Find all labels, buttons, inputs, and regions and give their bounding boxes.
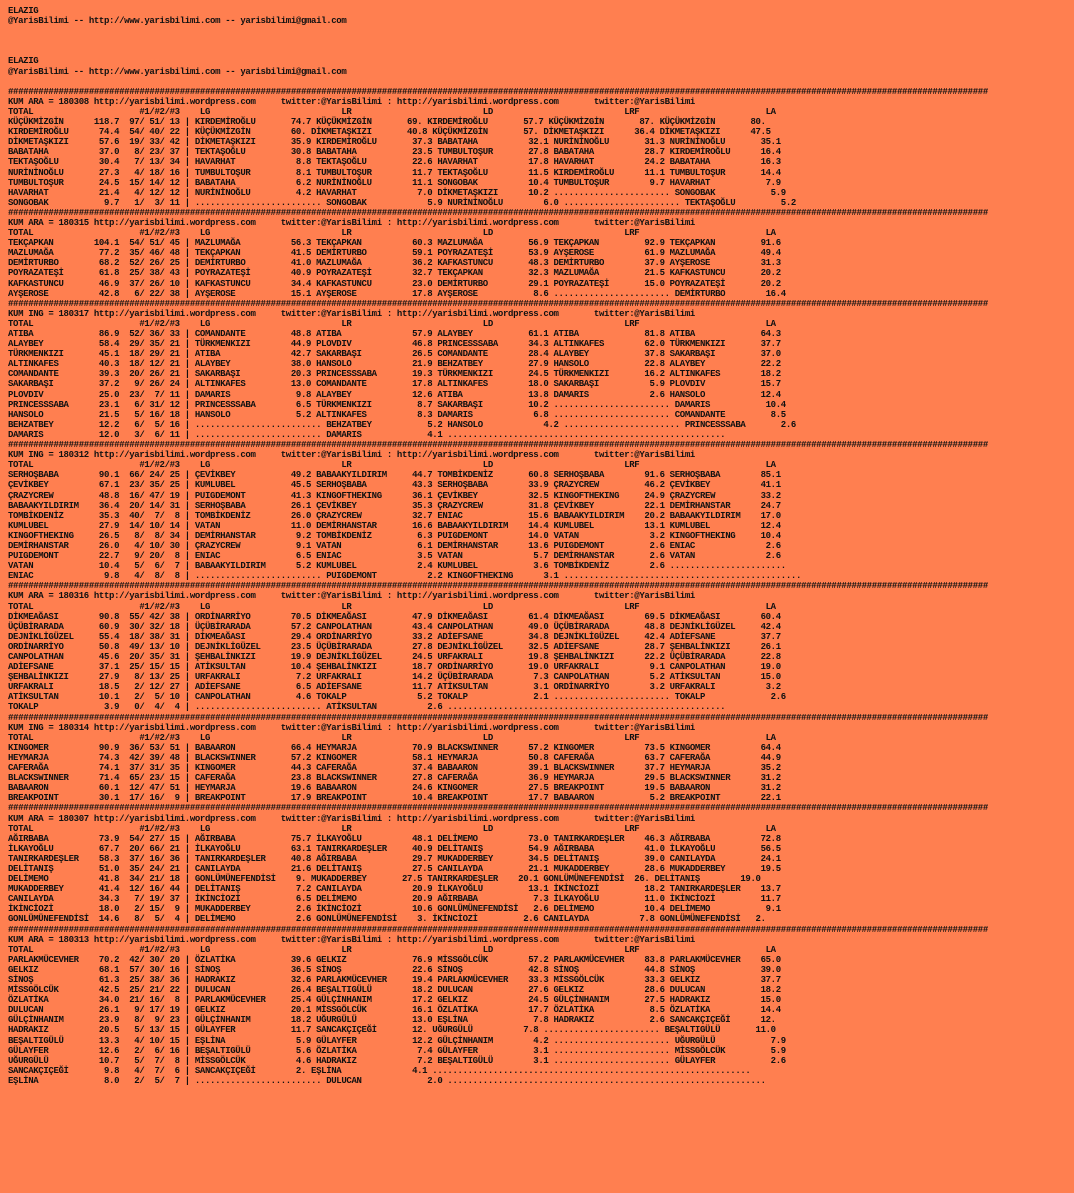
table-row: ŞEHBALİNKIZI 27.9 8/ 13/ 25 | URFAKRALI 7.2 URFAKRALI 14.2 ÜÇÜBİRARADA 7.3 CANPOLATHAN 5.2 ATİKSULTAN 15.0 [8,672,781,683]
table-row: SAKARBAŞI 37.2 9/ 26/ 24 | ALTINKAFES 13.0 COMANDANTE 17.8 ALTINKAFES 18.0 SAKARBAŞI 5.9 PLOVDIV 15.7 [8,379,781,390]
table-row: GÜLAYFER 12.6 2/ 6/ 16 | BEŞALTIGÜLÜ 5.6 ÖZLATİKA 7.4 GÜLAYFER 3.1 ....................... MİSSGÖLCÜK 5.9 [8,1045,786,1056]
contact-line [8,77,1074,87]
table-row: BABATAHA 37.0 8/ 23/ 37 | TEKTAŞOĞLU 30.8 BABATAHA 23.5 TUMBULTOŞUR 27.8 BABATAHA 28.7 KIRDEMİROĞLU 16.4 [8,147,781,158]
table-row: KÜÇÜKMİZGİN 118.7 97/ 51/ 13 | KIRDEMİROĞLU 74.7 KÜÇÜKMİZGİN 69. KIRDEMİROĞLU 57.7 KÜÇÜKMİZGİN 87. KÜÇÜKMİZGİN 80. [8,117,766,128]
table-row: PLOVDIV 25.0 23/ 7/ 11 | DAMARIS 9.8 ALAYBEY 12.6 ATIBA 13.8 DAMARIS 2.6 HANSOLO 12.4 [8,389,781,400]
separator-line: ################################################################################################################################################################################################## [8,298,988,309]
table-row: DİKMEAĞASI 90.8 55/ 42/ 38 | ORDİNARRİYO 70.5 DİKMEAĞASI 47.9 DİKMEAĞASI 61.4 DİKMEAĞASI 69.5 DİKMEAĞASI 60.4 [8,611,781,622]
table-row: ENIAC 9.8 4/ 8/ 8 | ......................... PUIGDEMONT 2.2 KINGOFTHEKING 3.1 ............................................... [8,571,801,582]
table-row: HAVARHAT 21.4 4/ 12/ 12 | NURİNİNOĞLU 4.2 HAVARHAT 7.0 DİKMETAŞKIZI 10.2 ....................... SONGOBAK 5.9 [8,187,786,198]
table-row: DEMİRTURBO 68.2 52/ 26/ 25 | DEMİRTURBO 41.0 MAZLUMAĞA 36.2 KAFKASTUNCU 48.3 DEMİRTURBO 37.9 AYŞEROSE 31.3 [8,258,781,269]
table-row: İKİNCİOZİ 18.0 2/ 15/ 9 | MUKADDERBEY 2.6 İKİNCİOZİ 10.6 GONLÜMÜNEFENDİSİ 2.6 DELİMEMO 10.4 DELİMEMO 9.1 [8,904,781,915]
column-header-row: TOTAL #1/#2/#3 LG LR LD LRF LA [8,732,776,743]
column-header-row: TOTAL #1/#2/#3 LG LR LD LRF LA [8,601,776,612]
table-row: CANPOLATHAN 45.6 20/ 35/ 31 | ŞEHBALİNKIZI 19.9 DEJNİKLİGÜZEL 24.5 URFAKRALI 19.8 ŞEHBALİNKIZI 22.2 ÜÇÜBİRARADA 22.8 [8,652,781,662]
table-row: GÜLÇİNHANIM 23.9 8/ 9/ 23 | GÜLÇİNHANIM 18.2 UĞURGÜLÜ 13.0 EŞLİNA 7.8 HADRAKIZ 2.6 SANCAKÇIÇEĞİ 12. [8,1015,776,1026]
separator-line: ################################################################################################################################################################################################## [8,924,988,935]
contact-line [8,26,1074,36]
table-row: TOMBİKDENİZ 35.3 40/ 7/ 8 | TOMBİKDENİZ 26.0 ÇRAZYCREW 32.7 ENIAC 15.6 BABAAKYILDIRIM 20.2 BABAAKYILDIRIM 17.0 [8,510,781,521]
table-row: KINGOMER 90.9 36/ 53/ 51 | BABAARON 66.4 HEYMARJA 70.9 BLACKSWINNER 57.2 KINGOMER 73.5 KINGOMER 64.4 [8,742,781,753]
table-row: KAFKASTUNCU 46.9 37/ 26/ 10 | KAFKASTUNCU 34.4 KAFKASTUNCU 23.0 DEMİRTURBO 29.1 POYRAZATEŞİ 15.0 POYRAZATEŞİ 20.2 [8,278,781,289]
table-row: DELİTANIŞ 51.0 35/ 24/ 21 | CANILAYDA 21.6 DELİTANIŞ 27.5 CANILAYDA 21.1 MUKADDERBEY 28.6 MUKADDERBEY 19.5 [8,863,781,874]
table-row: PARLAKMÜCEVHER 70.2 42/ 30/ 20 | ÖZLATİKA 39.6 GELKIZ 76.9 MİSSGÖLCÜK 57.2 PARLAKMÜCEVHER 83.8 PARLAKMÜCEVHER 65.0 [8,954,781,965]
table-row: ÖZLATİKA 34.0 21/ 16/ 8 | PARLAKMÜCEVHER 25.4 GÜLÇİNHANIM 17.2 GELKIZ 24.5 GÜLÇİNHANIM 27.5 HADRAKIZ 15.0 [8,995,781,1006]
city-title: ELAZIG [8,6,39,16]
table-row: TÜRKMENKIZI 45.1 18/ 29/ 21 | ATIBA 42.7 SAKARBAŞI 26.5 COMANDANTE 28.4 ALAYBEY 37.8 SAKARBAŞI 37.0 [8,349,781,360]
table-row: ÇRAZYCREW 48.8 16/ 47/ 19 | PUIGDEMONT 41.3 KINGOFTHEKING 36.1 ÇEVİKBEY 32.5 KINGOFTHEKING 24.9 ÇRAZYCREW 33.2 [8,490,781,501]
table-row: SANCAKÇIÇEĞİ 9.8 4/ 7/ 6 | SANCAKÇIÇEĞİ 2. EŞLİNA 4.1 ............................................................... [8,1065,751,1076]
table-row: ORDİNARRİYO 50.8 49/ 13/ 10 | DEJNİKLİGÜZEL 23.5 ÜÇÜBİRARADA 27.8 DEJNİKLİGÜZEL 32.5 ADİEFSANE 28.7 ŞEHBALİNKIZI 26.1 [8,641,781,652]
table-row: HANSOLO 21.5 5/ 16/ 18 | HANSOLO 5.2 ALTINKAFES 8.3 DAMARIS 6.8 ....................... COMANDANTE 8.5 [8,409,786,420]
table-row: DAMARIS 12.0 3/ 6/ 11 | ......................... DAMARIS 4.1 ....................................................... [8,429,726,440]
table-row: GELKIZ 68.1 57/ 30/ 16 | SİNOŞ 36.5 SİNOŞ 22.6 SİNOŞ 42.8 SİNOŞ 44.8 SİNOŞ 39.0 [8,964,781,975]
table-row: AĞIRBABA 73.9 54/ 27/ 15 | AĞIRBABA 75.7 İLKAYOĞLU 48.1 DELİMEMO 73.0 TANIRKARDEŞLER 46.3 AĞIRBABA 72.8 [8,833,781,844]
table-row: ALAYBEY 58.4 29/ 35/ 21 | TÜRKMENKIZI 44.9 PLOVDIV 46.8 PRINCESSSABA 34.3 ALTINKAFES 62.0 TÜRKMENKIZI 37.7 [8,339,781,350]
table-row: TOKALP 3.9 0/ 4/ 4 | ......................... ATİKSULTAN 2.6 ....................................................... [8,702,726,713]
separator-line: ################################################################################################################################################################################################## [8,581,988,592]
city-title: ELAZIG [8,56,39,67]
table-row: EŞLİNA 8.0 2/ 5/ 7 | ......................... DULUCAN 2.0 ............................................................... [8,1075,766,1086]
column-header-row: TOTAL #1/#2/#3 LG LR LD LRF LA [8,318,776,329]
column-header-row: TOTAL #1/#2/#3 LG LR LD LRF LA [8,228,776,239]
race-title: KUM ING = 180314 http://yarisbilimi.wordpress.com twitter:@YarisBilimi : http://yarisbilimi.wordpress.com twitter:@YarisBilimi [8,722,695,733]
table-row: SONGOBAK 9.7 1/ 3/ 11 | ......................... SONGOBAK 5.9 NURİNİNOĞLU 6.0 ....................... TEKTAŞOĞLU 5.2 [8,197,796,208]
table-row: ATIBA 86.9 52/ 36/ 33 | COMANDANTE 48.8 ATIBA 57.9 ALAYBEY 61.1 ATIBA 81.8 ATIBA 64.3 [8,329,781,339]
table-row: ÜÇÜBİRARADA 60.9 30/ 32/ 18 | ÜÇÜBİRARADA 57.2 CANPOLATHAN 43.4 CANPOLATHAN 49.0 ÜÇÜBİRARADA 48.8 DEJNİKLİGÜZEL 42.4 [8,621,781,632]
column-header-row: TOTAL #1/#2/#3 LG LR LD LRF LA [8,460,776,471]
table-row: HEYMARJA 74.3 42/ 39/ 48 | BLACKSWINNER 57.2 KINGOMER 58.1 HEYMARJA 50.8 CAFERAĞA 63.7 CAFERAĞA 44.9 [8,752,781,763]
table-row: CAFERAĞA 74.1 37/ 31/ 35 | KINGOMER 44.3 CAFERAĞA 37.4 BABAARON 39.1 BLACKSWINNER 37.7 HEYMARJA 35.2 [8,763,781,774]
table-row: DULUCAN 26.1 9/ 17/ 19 | GELKIZ 20.1 MİSSGÖLCÜK 16.1 ÖZLATİKA 17.7 ÖZLATİKA 8.5 ÖZLATİKA 14.4 [8,1005,781,1016]
race-title: KUM ARA = 180315 http://yarisbilimi.wordpress.com twitter:@YarisBilimi : http://yarisbilimi.wordpress.com twitter:@YarisBilimi [8,217,695,228]
race-title: KUM ING = 180317 http://yarisbilimi.wordpress.com twitter:@YarisBilimi : http://yarisbilimi.wordpress.com twitter:@YarisBilimi [8,308,695,319]
race-title: KUM ARA = 180313 http://yarisbilimi.wordpress.com twitter:@YarisBilimi : http://yarisbilimi.wordpress.com twitter:@YarisBilimi [8,934,695,945]
contact-line: @YarisBilimi -- http://www.yarisbilimi.com -- yarisbilimi@gmail.com [8,16,347,27]
table-row: UĞURGÜLÜ 10.7 5/ 7/ 8 | MİSSGÖLCÜK 4.6 HADRAKIZ 7.2 BEŞALTIGÜLÜ 3.1 ....................... GÜLAYFER 2.6 [8,1055,786,1066]
race-title: KUM ARA = 180307 http://yarisbilimi.wordpress.com twitter:@YarisBilimi : http://yarisbilimi.wordpress.com twitter:@YarisBilimi [8,813,695,824]
table-row: GONLÜMÜNEFENDİSİ 14.6 8/ 5/ 4 | DELİMEMO 2.6 GONLÜMÜNEFENDİSİ 3. İKİNCİOZİ 2.6 CANILAYDA 7.8 GONLÜMÜNEFENDİSİ 2. [8,914,766,925]
table-row: MİSSGÖLCÜK 42.5 25/ 21/ 22 | DULUCAN 26.4 BEŞALTIGÜLÜ 18.2 DULUCAN 27.6 GELKIZ 28.6 DULUCAN 18.2 [8,985,781,996]
table-row: KINGOFTHEKING 26.5 8/ 8/ 34 | DEMİRHANSTAR 9.2 TOMBİKDENİZ 6.3 PUIGDEMONT 14.0 VATAN 3.2 KINGOFTHEKING 10.4 [8,530,781,541]
separator-line: ################################################################################################################################################################################################## [8,712,988,723]
column-header-row: TOTAL #1/#2/#3 LG LR LD LRF LA [8,944,776,955]
race-title: KUM ARA = 180308 http://yarisbilimi.wordpress.com twitter:@YarisBilimi : http://yarisbilimi.wordpress.com twitter:@YarisBilimi [8,96,695,107]
race-title: KUM ING = 180312 http://yarisbilimi.wordpress.com twitter:@YarisBilimi : http://yarisbilimi.wordpress.com twitter:@YarisBilimi [8,450,695,461]
table-row: HADRAKIZ 20.5 5/ 13/ 15 | GÜLAYFER 11.7 SANCAKÇIÇEĞİ 12. UĞURGÜLÜ 7.8 ....................... BEŞALTIGÜLÜ 11.0 [8,1025,776,1036]
table-row: BEHZATBEY 12.2 6/ 5/ 16 | ......................... BEHZATBEY 5.2 HANSOLO 4.2 ....................... PRINCESSSABA 2.6 [8,419,796,430]
table-row: SERHOŞBABA 90.1 66/ 24/ 25 | ÇEVİKBEY 49.2 BABAAKYILDIRIM 44.7 TOMBİKDENİZ 60.8 SERHOŞBABA 91.6 SERHOŞBABA 85.1 [8,470,781,481]
table-row: TANIRKARDEŞLER 58.3 37/ 16/ 36 | TANIRKARDEŞLER 40.8 AĞIRBABA 29.7 MUKADDERBEY 34.5 DELİTANIŞ 39.0 CANILAYDA 24.1 [8,853,781,864]
separator-line: ################################################################################################################################################################################################## [8,803,988,814]
table-row: ATİKSULTAN 10.1 2/ 5/ 10 | CANPOLATHAN 4.6 TOKALP 5.2 TOKALP 2.1 ....................... TOKALP 2.6 [8,692,786,703]
table-row: PUIGDEMONT 22.7 9/ 20/ 8 | ENIAC 6.5 ENIAC 3.5 VATAN 5.7 DEMİRHANSTAR 2.6 VATAN 2.6 [8,551,781,562]
table-row: CANILAYDA 34.3 7/ 19/ 37 | İKİNCİOZİ 6.5 DELİMEMO 20.9 AĞIRBABA 7.3 İLKAYOĞLU 11.0 İKİNCİOZİ 11.7 [8,894,781,905]
table-row: VATAN 10.4 5/ 6/ 7 | BABAAKYILDIRIM 5.2 KUMLUBEL 2.4 KUMLUBEL 3.6 TOMBİKDENİZ 2.6 ....................... [8,561,786,572]
table-row: DELİMEMO 41.8 34/ 21/ 18 | GONLÜMÜNEFENDİSİ 9. MUKADDERBEY 27.5 TANIRKARDEŞLER 20.1 GONLÜMÜNEFENDİSİ 26. DELİTANIŞ 19.0 [8,874,761,885]
table-row: İLKAYOĞLU 67.7 20/ 66/ 21 | İLKAYOĞLU 63.1 TANIRKARDEŞLER 40.9 DELİTANIŞ 54.9 AĞIRBABA 41.0 İLKAYOĞLU 56.5 [8,843,781,854]
table-row: BABAARON 60.1 12/ 47/ 51 | HEYMARJA 19.6 BABAARON 24.6 KINGOMER 27.5 BREAKPOINT 19.5 BABAARON 31.2 [8,783,781,794]
table-row: ADİEFSANE 37.1 25/ 15/ 15 | ATİKSULTAN 10.4 ŞEHBALİNKIZI 18.7 ORDİNARRİYO 19.0 URFAKRALI 9.1 CANPOLATHAN 19.0 [8,662,781,673]
race-title: KUM ARA = 180316 http://yarisbilimi.wordpress.com twitter:@YarisBilimi : http://yarisbilimi.wordpress.com twitter:@YarisBilimi [8,591,695,602]
table-row: MUKADDERBEY 41.4 12/ 16/ 44 | DELİTANIŞ 7.2 CANILAYDA 20.9 İLKAYOĞLU 13.1 İKİNCİOZİ 18.2 TANIRKARDEŞLER 13.7 [8,884,781,895]
table-row: NURİNİNOĞLU 27.3 4/ 18/ 16 | TUMBULTOŞUR 8.1 TUMBULTOŞUR 11.7 TEKTAŞOĞLU 11.5 KIRDEMİROĞLU 11.1 TUMBULTOŞUR 14.4 [8,167,781,178]
separator-line: ################################################################################################################################################################################################## [8,207,988,218]
table-row: TEKÇAPKAN 104.1 54/ 51/ 45 | MAZLUMAĞA 56.3 TEKÇAPKAN 60.3 MAZLUMAĞA 56.9 TEKÇAPKAN 92.9 TEKÇAPKAN 91.6 [8,238,781,249]
table-row: BREAKPOINT 30.1 17/ 16/ 9 | BREAKPOINT 17.9 BREAKPOINT 10.4 BREAKPOINT 17.7 BABAARON 5.2 BREAKPOINT 22.1 [8,793,781,804]
column-header-row: TOTAL #1/#2/#3 LG LR LD LRF LA [8,106,776,117]
table-row: KIRDEMİROĞLU 74.4 54/ 40/ 22 | KÜÇÜKMİZGİN 60. DİKMETAŞKIZI 40.8 KÜÇÜKMİZGİN 57. DİKMETAŞKIZI 36.4 DİKMETAŞKIZI 47.5 [8,127,771,138]
table-row: ÇEVİKBEY 67.1 23/ 35/ 25 | KUMLUBEL 45.5 SERHOŞBABA 43.3 SERHOŞBABA 33.9 ÇRAZYCREW 46.2 ÇEVİKBEY 41.1 [8,480,781,491]
table-row: SİNOŞ 61.3 25/ 38/ 36 | HADRAKIZ 32.6 PARLAKMÜCEVHER 19.4 PARLAKMÜCEVHER 33.3 MİSSGÖLCÜK 33.3 GELKIZ 37.7 [8,975,781,985]
separator-line: ################################################################################################################################################################################################## [8,86,988,97]
table-row: AYŞEROSE 42.8 6/ 22/ 38 | AYŞEROSE 15.1 AYŞEROSE 17.8 AYŞEROSE 8.6 ....................... DEMİRTURBO 16.4 [8,288,786,299]
separator-line: ################################################################################################################################################################################################## [8,440,988,451]
table-row: BLACKSWINNER 71.4 65/ 23/ 15 | CAFERAĞA 23.8 BLACKSWINNER 27.8 CAFERAĞA 36.9 HEYMARJA 29.5 BLACKSWINNER 31.2 [8,773,781,784]
table-row: BABAAKYILDIRIM 36.4 20/ 14/ 31 | SERHOŞBABA 26.1 ÇEVİKBEY 35.3 ÇRAZYCREW 31.8 ÇEVİKBEY 22.1 DEMİRHANSTAR 24.7 [8,500,781,511]
contact-line: @YarisBilimi -- http://www.yarisbilimi.com -- yarisbilimi@gmail.com [8,66,347,77]
table-row: ALTINKAFES 40.3 18/ 12/ 21 | ALAYBEY 38.0 HANSOLO 21.9 BEHZATBEY 27.9 HANSOLO 22.8 ALAYBEY 22.2 [8,359,781,370]
table-row: DEMİRHANSTAR 26.0 4/ 10/ 30 | ÇRAZYCREW 9.1 VATAN 6.1 DEMİRHANSTAR 13.6 PUIGDEMONT 2.6 ENIAC 2.6 [8,540,781,551]
table-row: TEKTAŞOĞLU 30.4 7/ 13/ 34 | HAVARHAT 8.8 TEKTAŞOĞLU 22.6 HAVARHAT 17.8 HAVARHAT 24.2 BABATAHA 16.3 [8,157,781,168]
table-row: DEJNİKLİGÜZEL 55.4 18/ 38/ 31 | DİKMEAĞASI 29.4 ORDİNARRİYO 33.2 ADİEFSANE 34.8 DEJNİKLİGÜZEL 42.4 ADİEFSANE 37.7 [8,631,781,642]
table-row: MAZLUMAĞA 77.2 35/ 46/ 48 | TEKÇAPKAN 41.5 DEMİRTURBO 59.1 POYRAZATEŞİ 53.9 AYŞEROSE 61.9 MAZLUMAĞA 49.4 [8,248,781,259]
contact-line [8,46,1074,56]
table-row: TUMBULTOŞUR 24.5 15/ 14/ 12 | BABATAHA 6.2 NURİNİNOĞLU 11.1 SONGOBAK 10.4 TUMBULTOŞUR 9.7 HAVARHAT 7.9 [8,177,781,188]
table-row: URFAKRALI 18.5 2/ 12/ 27 | ADİEFSANE 6.5 ADİEFSANE 11.7 ATİKSULTAN 3.1 ORDİNARRİYO 3.2 URFAKRALI 3.2 [8,682,781,693]
table-row: PRINCESSSABA 23.1 6/ 31/ 12 | PRINCESSSABA 6.5 TÜRKMENKIZI 8.7 SAKARBAŞI 10.2 ....................... DAMARIS 10.4 [8,399,786,410]
contact-line [8,36,1074,46]
table-row: BEŞALTIGÜLÜ 13.3 4/ 10/ 15 | EŞLİNA 5.9 GÜLAYFER 12.2 GÜLÇİNHANIM 4.2 ....................... UĞURGÜLÜ 7.9 [8,1035,786,1046]
table-row: POYRAZATEŞİ 61.8 25/ 38/ 43 | POYRAZATEŞİ 40.9 POYRAZATEŞİ 32.7 TEKÇAPKAN 32.3 MAZLUMAĞA 21.5 KAFKASTUNCU 20.2 [8,268,781,279]
column-header-row: TOTAL #1/#2/#3 LG LR LD LRF LA [8,823,776,834]
table-row: DİKMETAŞKIZI 57.6 19/ 33/ 42 | DİKMETAŞKIZI 35.9 KIRDEMİROĞLU 37.3 BABATAHA 32.1 NURİNİNOĞLU 31.3 NURİNİNOĞLU 35.1 [8,137,781,148]
table-row: KUMLUBEL 27.9 14/ 10/ 14 | VATAN 11.0 DEMİRHANSTAR 16.6 BABAAKYILDIRIM 14.4 KUMLUBEL 13.1 KUMLUBEL 12.4 [8,520,781,531]
table-row: COMANDANTE 39.3 20/ 26/ 21 | SAKARBAŞI 20.3 PRINCESSSABA 19.3 TÜRKMENKIZI 24.5 TÜRKMENKIZI 16.2 ALTINKAFES 18.2 [8,369,781,380]
